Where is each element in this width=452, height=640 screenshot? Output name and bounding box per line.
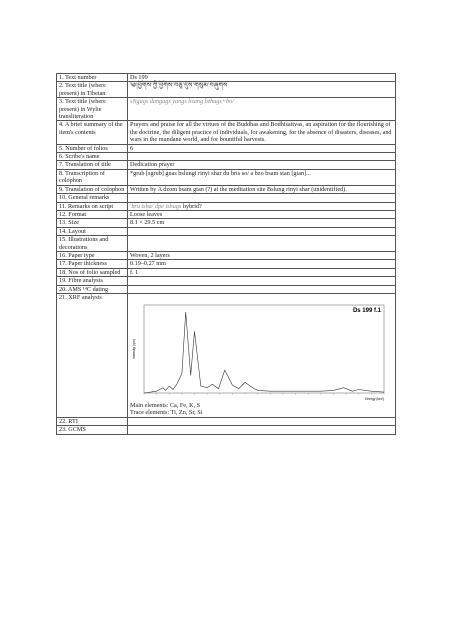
main-elements: Main elements: Ca, Fe, K, S [130,401,201,409]
field-value: Prayers and praise for all the virtues of the Buddhas and Bodhisattvas, an aspiration for the flourishing of the doctrine, the diligent practice of individuals, for awakening, for the absence of disasters, diseases, and wars in the mundane world, and for bountiful harvests. [128,121,396,144]
table-row [57,251,396,259]
y-axis-label: Intensity (cps) [132,339,136,359]
field-label: 11. Remarks on script [57,202,128,210]
field-label: 15. Illustrations and decorations [57,236,128,252]
field-value: Dedication prayer [128,161,396,169]
xrf-cell [128,293,396,417]
field-label: 20. AMS ¹⁴C dating [57,285,128,293]
field-value: 8.1 × 29.5 cm [128,219,396,227]
table-row [57,260,396,268]
field-value [128,202,396,210]
field-value [128,426,396,434]
table-row [57,98,396,121]
field-value [128,227,396,235]
script-type-italic: 'bru tsha/ dpe tshugs [130,202,182,210]
table-row [57,219,396,227]
table-row [57,426,396,434]
plot-frame [144,305,384,393]
field-label: 5. Number of folios [57,144,128,152]
table-row [57,153,396,161]
field-label: 21. XRF analysis [57,293,128,417]
table-row [57,144,396,152]
field-value: f. 1 [128,268,396,276]
field-value [128,153,396,161]
table-row [57,74,396,82]
field-label: 6. Scribe's name [57,153,128,161]
field-value: 0.19–0.27 mm [128,260,396,268]
field-label: 10. General remarks [57,194,128,202]
field-value [128,277,396,285]
catalogue-table [56,73,396,435]
field-label: 8. Transcription of colophon [57,169,128,185]
table-row [57,210,396,218]
field-value: sNgags dangags yangs bsang bzhugs+bo/ [128,98,396,121]
chart-title: Ds 199 f.1 [352,307,381,314]
xrf-spectrum-chart [130,295,392,401]
table-row [57,161,396,169]
table-row [57,268,396,276]
field-label: 7. Translation of title [57,161,128,169]
field-label: 16. Paper type [57,251,128,259]
trace-elements: Trace elements: Ti, Zn, Sr, Si [130,409,203,417]
field-value: Ds 199 [128,74,396,82]
field-label: 1. Text number [57,74,128,82]
table-row-xrf [57,293,396,417]
x-axis-label: Energy (keV) [365,396,384,401]
field-value [128,285,396,293]
table-row [57,285,396,293]
field-label: 23. GCMS [57,426,128,434]
field-value: *grub [sgrub] gnas bslungi rinyi shar du bris so/ a bzo bsam stan [gtan]... [128,169,396,185]
field-label: 9. Translation of colophon [57,185,128,193]
field-value: Loose leaves [128,210,396,218]
table-row [57,194,396,202]
field-label: 3. Text title (where present) in Wylie transliteration [57,98,128,121]
field-value: 6 [128,144,396,152]
field-value [128,417,396,425]
field-label: 17. Paper thickness [57,260,128,268]
table-row [57,185,396,193]
table-row [57,202,396,210]
field-label: 13. Size [57,219,128,227]
field-label: 2. Text title (where present) in Tibetan [57,82,128,98]
table-row [57,169,396,185]
table-row [57,227,396,235]
field-label: 4. A brief summary of the item's contents [57,121,128,144]
table-row [57,236,396,252]
field-label: 22. RTI [57,417,128,425]
field-label: 18. Nos of folio sampled [57,268,128,276]
field-value: Written by A dzom bsam gtan (?) at the meditation site Bslung rinyi shar (unidentified). [128,185,396,193]
table-row [57,417,396,425]
field-value: ༄།ཕྱོགས་ཀྱི་ཕྱོགས་བཅུ་དུས་གསུམ་བཞུགས [128,82,396,98]
table-row [57,121,396,144]
field-label: 19. Fibre analysis [57,277,128,285]
field-label: 12. Format [57,210,128,218]
script-remark: hybrid? [182,202,202,210]
field-label: 14. Layout [57,227,128,235]
table-row [57,82,396,98]
field-value [128,194,396,202]
field-value [128,236,396,252]
field-value: Woven, 2 layers [128,251,396,259]
table-row [57,277,396,285]
